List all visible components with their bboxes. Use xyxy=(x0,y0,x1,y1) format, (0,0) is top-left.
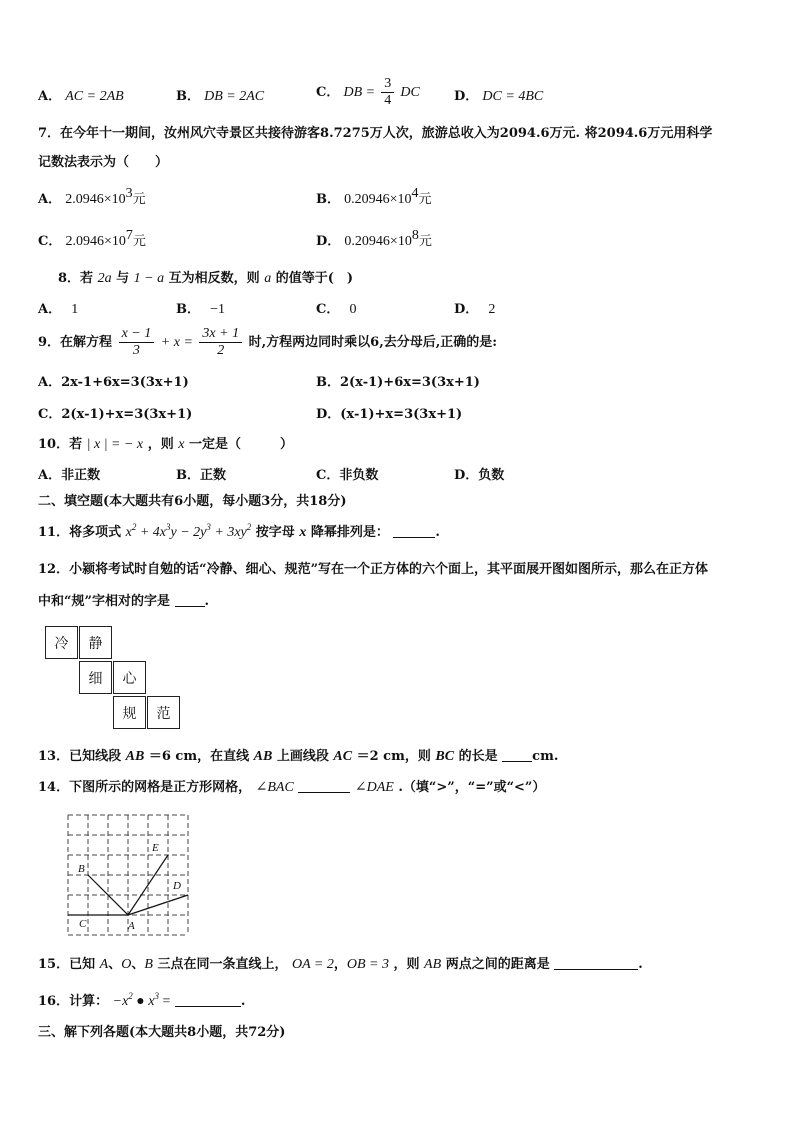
expression: OA = 2 xyxy=(291,957,334,972)
fraction-denominator: 2 xyxy=(217,343,225,358)
fraction-denominator: 4 xyxy=(384,93,392,108)
text: 三点在同一条直线上， xyxy=(157,957,288,972)
option-value: 2.0946×10 xyxy=(65,192,126,207)
text: 15．已知 xyxy=(38,957,96,972)
q15-stem xyxy=(38,955,643,975)
text: ＝2 cm，则 xyxy=(356,749,431,764)
q10-option-a: A．非正数 xyxy=(38,468,101,483)
option-label: C． xyxy=(316,302,340,317)
option-value: 0 xyxy=(349,302,357,317)
expression: a xyxy=(264,271,272,286)
q7-option-b xyxy=(316,186,432,210)
option-value: 1 xyxy=(71,302,79,317)
unit: 元 xyxy=(132,234,146,249)
option-label: A． xyxy=(38,192,62,207)
exponent: 4 xyxy=(411,186,419,201)
text: ， xyxy=(333,957,347,972)
exponent: 3 xyxy=(125,186,133,201)
polynomial: $x^2 + 4x^3y - 2y^3 + 3xy^2$ xyxy=(125,522,252,540)
q9-stem xyxy=(38,326,497,359)
option-value: 0.20946×10 xyxy=(344,192,412,207)
option-label: A． xyxy=(38,302,62,317)
text: 9．在解方程 xyxy=(38,335,113,350)
q16-stem xyxy=(38,992,245,1012)
segment: AB xyxy=(125,749,145,764)
answer-blank[interactable] xyxy=(298,792,350,793)
text: cm. xyxy=(532,749,559,764)
answer-blank[interactable] xyxy=(175,1006,241,1007)
option-label: D． xyxy=(454,302,479,317)
unit: 元 xyxy=(132,192,146,207)
text: 上画线段 xyxy=(276,749,329,764)
angle: ∠BAC xyxy=(255,780,294,795)
segment: AB xyxy=(424,957,442,972)
q13-stem xyxy=(38,747,558,767)
section-heading: 三、解下列各题(本大题共8小题，共72分) xyxy=(38,1025,286,1040)
text: ，则 xyxy=(393,957,420,972)
fraction-denominator: 3 xyxy=(132,343,140,358)
fraction-numerator: 3x + 1 xyxy=(199,326,242,343)
segment: AB xyxy=(253,749,273,764)
text: ，则 xyxy=(147,437,174,452)
text: . xyxy=(204,594,210,609)
text: 两点之间的距离是 xyxy=(445,957,550,972)
net-face: 冷 xyxy=(45,626,78,659)
text: 、 xyxy=(131,957,145,972)
q14-stem xyxy=(38,778,545,798)
point-label-a: A xyxy=(128,920,135,932)
square-grid-figure xyxy=(66,813,192,939)
unit: 元 xyxy=(418,234,432,249)
expression: $-x^2$ ● $x^3$ = xyxy=(112,991,171,1009)
expression: x xyxy=(178,437,185,452)
point: O xyxy=(121,957,132,972)
option-label: B． xyxy=(176,302,200,317)
expression: + x = xyxy=(160,335,193,350)
text: . xyxy=(638,957,643,972)
text: ＝6 cm，在直线 xyxy=(148,749,250,764)
text: 一定是（ ） xyxy=(188,437,293,452)
expression: 1 − a xyxy=(133,271,165,286)
q7-option-d xyxy=(316,228,432,252)
q10-option-b: B．正数 xyxy=(176,468,226,483)
fraction xyxy=(119,326,155,359)
text: 与 xyxy=(116,271,130,286)
q11-stem xyxy=(38,523,440,543)
answer-blank[interactable] xyxy=(393,537,435,538)
fraction-numerator: x − 1 xyxy=(119,326,155,343)
q8-option-c xyxy=(316,300,357,320)
q6-option-c xyxy=(316,76,420,109)
net-face: 规 xyxy=(113,696,146,729)
unit: 元 xyxy=(418,192,432,207)
answer-blank[interactable] xyxy=(502,761,532,762)
option-expression: DC = 4BC xyxy=(482,89,544,104)
option-value: −1 xyxy=(210,302,226,317)
answer-blank[interactable] xyxy=(175,606,205,607)
point: A xyxy=(99,957,109,972)
q6-option-a xyxy=(38,87,124,107)
option-value: 0.20946×10 xyxy=(344,234,412,249)
text: 的值等于( ) xyxy=(275,271,354,286)
text: 13．已知线段 xyxy=(38,749,122,764)
q8-option-d xyxy=(454,300,495,320)
exponent: 7 xyxy=(125,228,133,243)
net-face: 细 xyxy=(79,661,112,694)
cube-net-figure xyxy=(45,626,185,730)
text: 按字母 xyxy=(255,525,295,540)
variable: x xyxy=(299,525,307,540)
option-label: B． xyxy=(316,192,340,207)
text: 14．下图所示的网格是正方形网格， xyxy=(38,780,252,795)
option-label: D． xyxy=(454,89,479,104)
text: 10．若 xyxy=(38,437,83,452)
q7-option-c xyxy=(38,228,146,252)
q8-stem xyxy=(58,269,353,289)
text: 11．将多项式 xyxy=(38,525,122,540)
text: . xyxy=(240,994,246,1009)
exponent: 8 xyxy=(411,228,419,243)
point: B xyxy=(144,957,153,972)
net-face: 静 xyxy=(79,626,112,659)
net-face: 范 xyxy=(147,696,180,729)
q6-option-d xyxy=(454,87,543,107)
option-label: A． xyxy=(38,89,62,104)
expression: OB = 3 xyxy=(346,957,389,972)
text: .（填“>”，“=”或“<”） xyxy=(398,780,546,795)
option-expression: DC xyxy=(400,85,420,100)
q9-option-b: B．2(x-1)+6x=3(3x+1) xyxy=(316,375,480,390)
option-label: C． xyxy=(38,234,62,249)
segment: BC xyxy=(435,749,455,764)
q10-option-d: D．负数 xyxy=(454,468,505,483)
option-expression: DB = xyxy=(343,85,376,100)
fraction-numerator: 3 xyxy=(381,76,394,93)
q12-stem-line1: 12．小颍将考试时自勉的话“冷静、细心、规范”写在一个正方体的六个面上，其平面展开图如图所示，那么在正方体 xyxy=(38,562,709,577)
text: . xyxy=(435,525,440,540)
option-expression: DB = 2AC xyxy=(204,89,265,104)
option-value: 2 xyxy=(488,302,496,317)
option-label: B． xyxy=(176,89,200,104)
option-label: D． xyxy=(316,234,341,249)
fraction xyxy=(381,76,394,109)
q9-option-a: A．2x-1+6x=3(3x+1) xyxy=(38,375,189,390)
expression: 2a xyxy=(97,271,112,286)
point-label-b: B xyxy=(78,863,85,875)
q7-stem-line2: 记数法表示为（ ） xyxy=(38,155,169,170)
text: 、 xyxy=(108,957,122,972)
expression: | x | = − x xyxy=(86,437,144,452)
q8-option-a xyxy=(38,300,78,320)
option-label: C． xyxy=(316,85,340,100)
section-heading: 二、填空题(本大题共有6小题，每小题3分，共18分) xyxy=(38,494,347,509)
q6-option-b xyxy=(176,87,264,107)
q10-stem xyxy=(38,435,293,455)
q7-stem-line1: 7．在今年十一期间，汝州风穴寺景区共接待游客8.7275万人次，旅游总收入为2094.6万元. 将2094.6万元用科学 xyxy=(38,126,713,141)
point-label-d: D xyxy=(173,880,181,892)
option-expression: AC = 2AB xyxy=(65,89,124,104)
text: 的长是 xyxy=(458,749,498,764)
point-label-e: E xyxy=(152,842,159,854)
text: 8．若 xyxy=(58,271,94,286)
segment: AC xyxy=(333,749,353,764)
q9-option-c: C．2(x-1)+x=3(3x+1) xyxy=(38,407,193,422)
ray-ad xyxy=(128,895,188,915)
net-face: 心 xyxy=(113,661,146,694)
text: 中和“规”字相对的字是 xyxy=(38,594,170,609)
q12-stem-line2 xyxy=(38,592,209,612)
answer-blank[interactable] xyxy=(554,969,638,970)
text: 互为相反数，则 xyxy=(168,271,260,286)
q9-option-d: D．(x-1)+x=3(3x+1) xyxy=(316,407,463,422)
q10-option-c: C．非负数 xyxy=(316,468,379,483)
fraction xyxy=(199,326,242,359)
text: 时,方程两边同时乘以6,去分母后,正确的是: xyxy=(248,335,498,350)
angle: ∠DAE xyxy=(354,780,394,795)
point-label-c: C xyxy=(79,918,87,930)
option-value: 2.0946×10 xyxy=(65,234,126,249)
q7-option-a xyxy=(38,186,146,210)
text: 16．计算： xyxy=(38,994,109,1009)
text: 降幂排列是： xyxy=(310,525,389,540)
q8-option-b xyxy=(176,300,225,320)
